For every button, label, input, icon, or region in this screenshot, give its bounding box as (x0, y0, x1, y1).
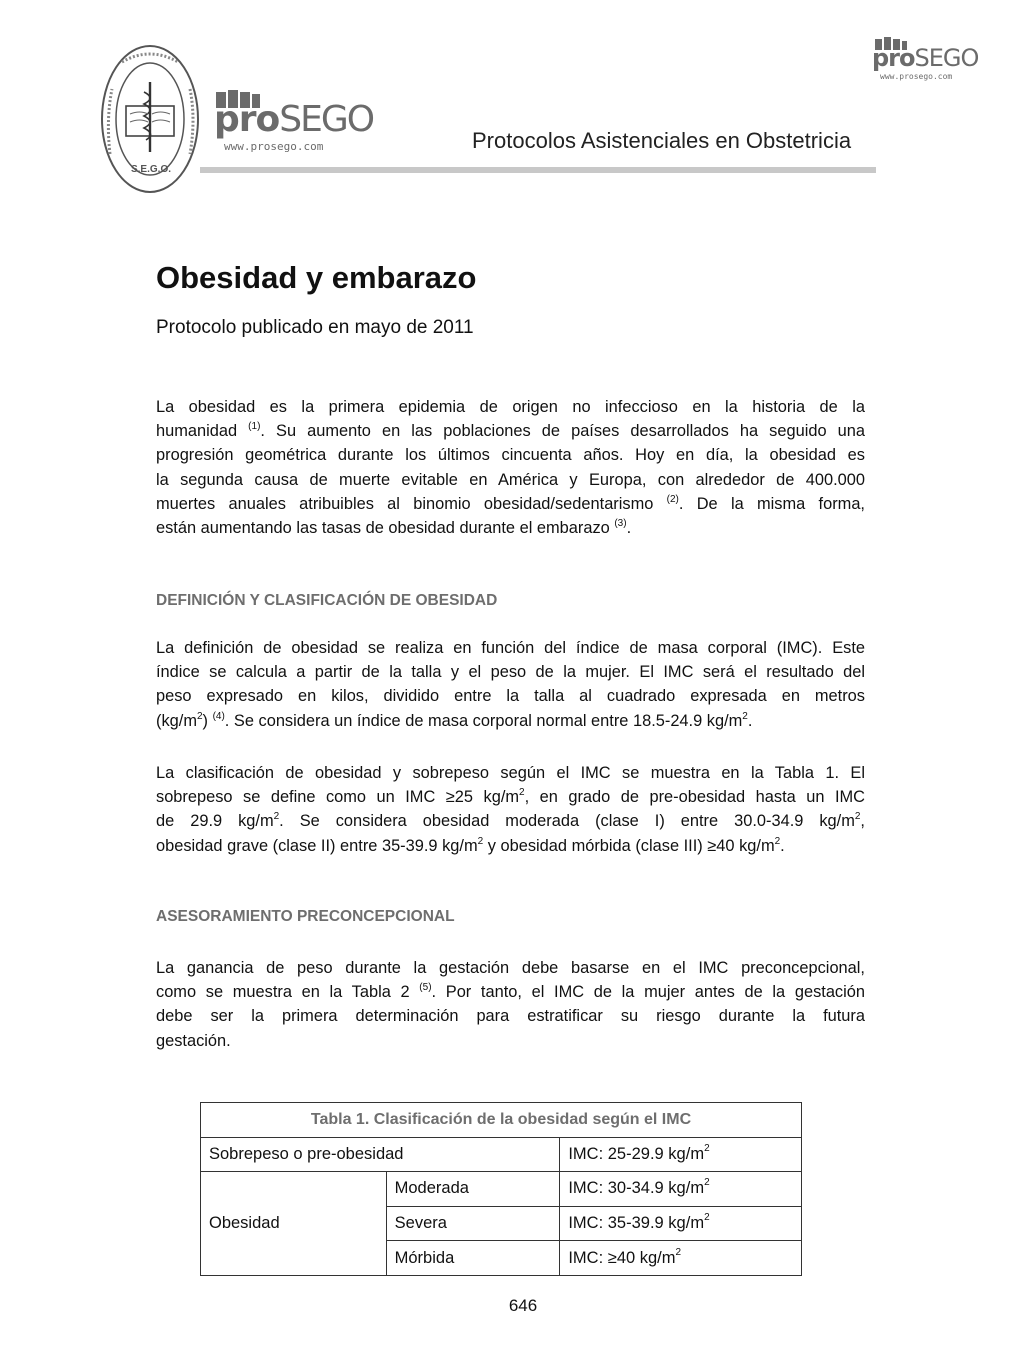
citation-ref: (1) (248, 421, 261, 433)
logo-small-sego-text: SEGO (914, 44, 979, 72)
table-cell-imc: IMC: 30-34.9 $kg/m^2$ (560, 1172, 802, 1207)
text-line: gestación. (156, 1031, 231, 1050)
text-line: humanidad $^{(1)}$. Su aumento en las poblaciones de países desarrollados ha seguido una (156, 421, 865, 441)
text-line: obesidad grave (clase II) entre 35-39.9 $kg/m^2$ y obesidad mórbida (clase III) ≥40 $kg/m^2$. (156, 835, 785, 855)
text-line: debe ser la primera determinación para estratificar su riesgo durante la futura (156, 1007, 865, 1026)
prosego-logo (214, 88, 374, 158)
text-line: índice se calcula a partir de la talla y el peso de la mujer. El IMC será el resultado del (156, 663, 865, 682)
table-caption: Tabla 1. Clasificación de la obesidad según el IMC (201, 1103, 802, 1138)
table-caption-row (201, 1103, 802, 1138)
text-line: La definición de obesidad se realiza en función del índice de masa corporal (IMC). Este (156, 639, 865, 657)
text-line: La ganancia de peso durante la gestación debe basarse en el IMC preconcepcional, (156, 959, 865, 977)
citation-ref: (2) (666, 493, 679, 505)
table-cell-imc: IMC: 35-39.9 $kg/m^2$ (560, 1206, 802, 1241)
logo-sego-text: SEGO (279, 99, 374, 140)
text-line: progresión geométrica durante los últimos cincuenta años. Hoy en día, la obesidad es (156, 446, 865, 465)
document-title: Obesidad y embarazo (156, 260, 477, 295)
obesity-classification-table (200, 1102, 802, 1276)
text-line: están aumentando las tasas de obesidad durante el embarazo $^{(3)}$. (156, 518, 632, 538)
seal-abbrev: S.E.G.O. (130, 164, 171, 175)
text-line: $(kg/m^2)$ $^{(4)}$. Se considera un índice de masa corporal normal entre 18.5-24.9 $kg/m^2$. (156, 710, 753, 730)
prosego-logo-small (872, 36, 979, 88)
text-line: La clasificación de obesidad y sobrepeso según el IMC se muestra en la Tabla 1. El (156, 764, 865, 782)
header-divider (200, 167, 876, 173)
text-line: sobrepeso se define como un IMC ≥25 $kg/m^2$, en grado de pre-obesidad hasta un IMC (156, 787, 865, 807)
section-heading-asesoramiento: ASESORAMIENTO PRECONCEPCIONAL (156, 908, 455, 925)
table-cell-imc: IMC: 25-29.9 $kg/m^2$ (560, 1137, 802, 1172)
text-line: de 29.9 $kg/m^2$. Se considera obesidad moderada (clase I) entre 30.0-34.9 $kg/m^2$, (156, 811, 865, 831)
logo-url: www.prosego.com (224, 140, 324, 153)
page-number: 646 (508, 1296, 538, 1315)
text-line: peso expresado en kilos, dividido entre la talla al cuadrado expresada en metros (156, 687, 865, 706)
table-cell-category: Obesidad (201, 1172, 387, 1276)
document-subtitle: Protocolo publicado en mayo de 2011 (156, 317, 474, 338)
logo-small-pro-text: pro (872, 44, 915, 72)
citation-ref: (3) (614, 518, 627, 530)
classification-paragraph (156, 761, 865, 858)
citation-ref: (5) (419, 982, 432, 994)
definition-paragraph (156, 636, 865, 733)
text-line: como se muestra en la Tabla 2 $^{(5)}$. Por tanto, el IMC de la mujer antes de la gestación (156, 982, 866, 1002)
text-line: La obesidad es la primera epidemia de origen no infeccioso en la historia de la (156, 398, 865, 416)
header-title: Protocolos Asistenciales en Obstetricia (472, 128, 852, 153)
table-row (201, 1172, 802, 1207)
intro-paragraph (156, 395, 865, 540)
table-cell-subcategory: Mórbida (386, 1241, 560, 1276)
text-line: muertes anuales atribuibles al binomio obesidad/sedentarismo $^{(2)}$. De la misma forma, (156, 493, 865, 513)
section-heading-definicion: DEFINICIÓN Y CLASIFICACIÓN DE OBESIDAD (156, 592, 498, 609)
table-cell-subcategory: Moderada (386, 1172, 560, 1207)
table-cell-subcategory: Severa (386, 1206, 560, 1241)
table-row (201, 1137, 802, 1172)
table-cell-category: Sobrepeso o pre-obesidad (201, 1137, 560, 1172)
text-line: la segunda causa de muerte evitable en América y Europa, con alrededor de 400.000 (156, 470, 865, 489)
logo-pro-text: pro (214, 99, 280, 140)
citation-ref: (4) (212, 710, 225, 722)
logo-small-url: www.prosego.com (880, 72, 953, 81)
preconception-paragraph (156, 956, 865, 1053)
table-cell-imc: IMC: ≥40 $kg/m^2$ (560, 1241, 802, 1276)
